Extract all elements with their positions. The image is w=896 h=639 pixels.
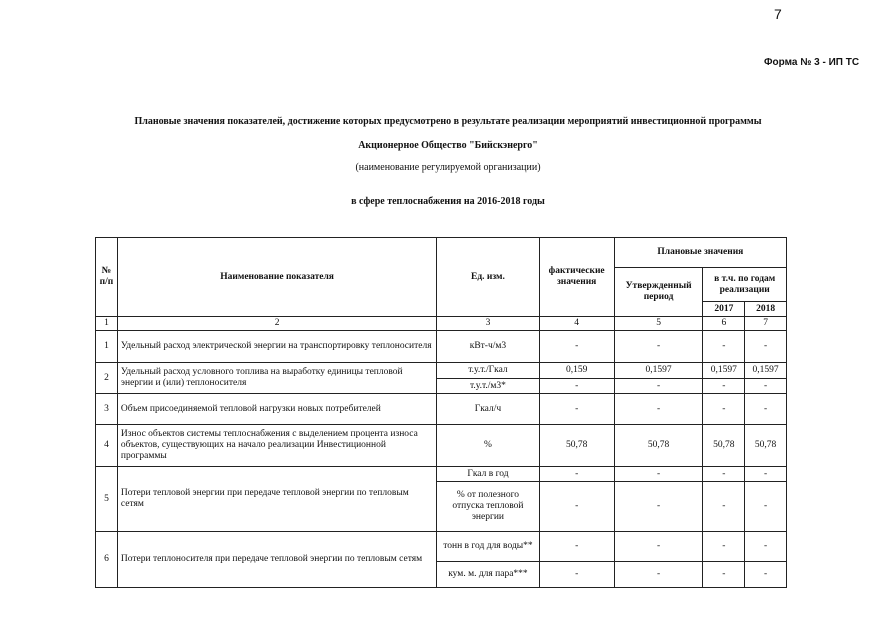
header-num: № п/п xyxy=(96,238,118,317)
row-2017: - xyxy=(703,394,745,425)
row-2018: - xyxy=(745,467,787,482)
row-2017: 50,78 xyxy=(703,425,745,467)
row-2018: - xyxy=(745,379,787,394)
row-actual: - xyxy=(539,379,614,394)
row-num: 5 xyxy=(96,467,118,532)
row-2017: 0,1597 xyxy=(703,363,745,379)
organization-name: Акционерное Общество "Бийскэнерго" xyxy=(358,140,538,151)
header-planned: Плановые значения xyxy=(614,238,786,268)
row-unit: кум. м. для пара*** xyxy=(437,562,539,588)
row-approved: - xyxy=(614,331,703,363)
row-actual: - xyxy=(539,394,614,425)
header-by-years: в т.ч. по годам реализации xyxy=(703,268,787,302)
row-2017: - xyxy=(703,532,745,562)
col-number: 2 xyxy=(117,317,436,331)
header-name: Наименование показателя xyxy=(117,238,436,317)
row-actual: - xyxy=(539,562,614,588)
row-2017: - xyxy=(703,331,745,363)
header-actual: фактические значения xyxy=(539,238,614,317)
row-num: 1 xyxy=(96,331,118,363)
col-number: 4 xyxy=(539,317,614,331)
row-unit: т.у.т./м3* xyxy=(437,379,539,394)
row-2018: - xyxy=(745,532,787,562)
row-num: 2 xyxy=(96,363,118,394)
row-unit: тонн в год для воды** xyxy=(437,532,539,562)
row-num: 6 xyxy=(96,532,118,588)
row-2017: - xyxy=(703,562,745,588)
indicators-table xyxy=(95,237,787,588)
row-name: Объем присоединяемой тепловой нагрузки новых потребителей xyxy=(117,394,436,425)
row-name: Износ объектов системы теплоснабжения с выделением процента износа объектов, существующих на начало реализации Инвестиционной программы xyxy=(117,425,436,467)
col-number: 7 xyxy=(745,317,787,331)
row-unit: Гкал/ч xyxy=(437,394,539,425)
row-approved: - xyxy=(614,482,703,532)
row-approved: 50,78 xyxy=(614,425,703,467)
row-approved: - xyxy=(614,562,703,588)
col-number: 5 xyxy=(614,317,703,331)
form-label: Форма № 3 - ИП ТС xyxy=(764,57,860,68)
row-name: Потери тепловой энергии при передаче тепловой энергии по тепловым сетям xyxy=(117,467,436,532)
row-actual: - xyxy=(539,331,614,363)
row-actual: - xyxy=(539,532,614,562)
row-2017: - xyxy=(703,482,745,532)
col-number: 3 xyxy=(437,317,539,331)
row-2018: - xyxy=(745,331,787,363)
row-2018: - xyxy=(745,482,787,532)
row-actual: 50,78 xyxy=(539,425,614,467)
row-actual: - xyxy=(539,482,614,532)
header-unit: Ед. изм. xyxy=(437,238,539,317)
row-2018: 50,78 xyxy=(745,425,787,467)
col-number: 6 xyxy=(703,317,745,331)
row-num: 3 xyxy=(96,394,118,425)
row-approved: - xyxy=(614,394,703,425)
row-name: Потери теплоносителя при передаче тепловой энергии по тепловым сетям xyxy=(117,532,436,588)
header-year-2018: 2018 xyxy=(745,302,787,317)
table-row xyxy=(96,532,787,562)
row-2017: - xyxy=(703,379,745,394)
row-actual: - xyxy=(539,467,614,482)
col-number: 1 xyxy=(96,317,118,331)
document-title: Плановые значения показателей, достижение которых предусмотрено в результате реализации мероприятий инвестиционной программы xyxy=(134,116,762,127)
row-num: 4 xyxy=(96,425,118,467)
table-row xyxy=(96,425,787,467)
header-year-2017: 2017 xyxy=(703,302,745,317)
row-approved: - xyxy=(614,532,703,562)
table-row xyxy=(96,394,787,425)
row-2018: 0,1597 xyxy=(745,363,787,379)
row-actual: 0,159 xyxy=(539,363,614,379)
row-unit: Гкал в год xyxy=(437,467,539,482)
row-unit: % xyxy=(437,425,539,467)
row-unit: % от полезного отпуска тепловой энергии xyxy=(437,482,539,532)
organization-caption: (наименование регулируемой организации) xyxy=(355,162,541,173)
row-name: Удельный расход условного топлива на выработку единицы тепловой энергии и (или) теплоносителя xyxy=(117,363,436,394)
row-2018: - xyxy=(745,562,787,588)
row-unit: кВт-ч/м3 xyxy=(437,331,539,363)
row-approved: - xyxy=(614,379,703,394)
table-row xyxy=(96,467,787,482)
row-2018: - xyxy=(745,394,787,425)
row-approved: - xyxy=(614,467,703,482)
page-number: 7 xyxy=(774,6,782,22)
row-unit: т.у.т./Гкал xyxy=(437,363,539,379)
table-row xyxy=(96,363,787,379)
table-row xyxy=(96,331,787,363)
row-approved: 0,1597 xyxy=(614,363,703,379)
sphere-heading: в сфере теплоснабжения на 2016-2018 годы xyxy=(351,196,545,207)
row-name: Удельный расход электрической энергии на транспортировку теплоносителя xyxy=(117,331,436,363)
header-approved: Утвержденный период xyxy=(614,268,703,317)
row-2017: - xyxy=(703,467,745,482)
